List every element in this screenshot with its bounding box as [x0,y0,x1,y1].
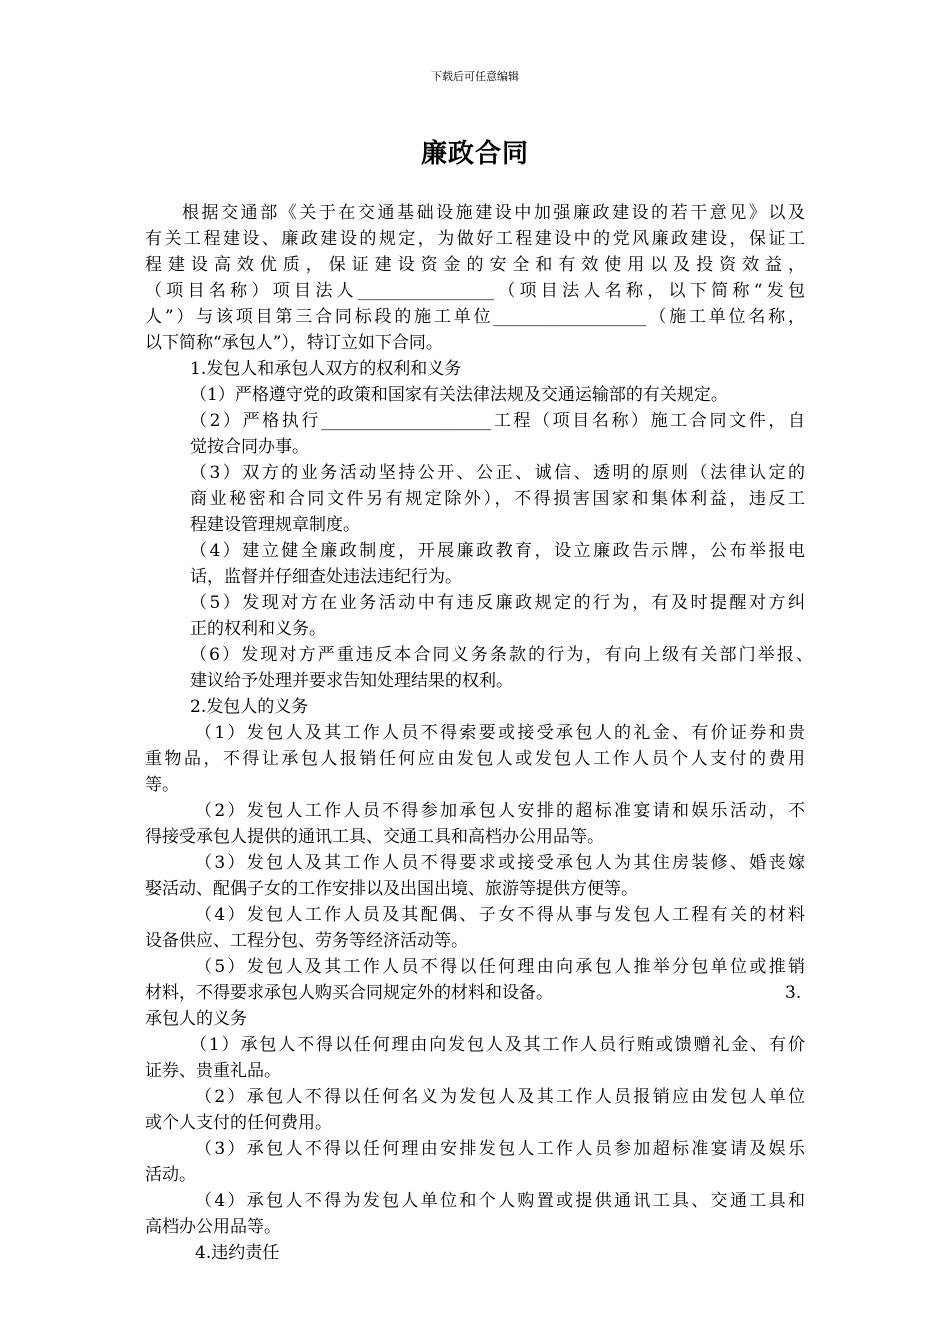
section-number: 3. [785,983,802,1003]
clause-line: （6）发现对方严重违反本合同义务条款的行为，有向上级有关部门举报、 [190,645,813,665]
clause-line: （5）发现对方在业务活动中有违反廉政规定的行为，有及时提醒对方纠 [190,593,805,613]
paragraph-line: 有关工程建设、廉政建设的规定，为做好工程建设中的党风廉政建设，保证工 [145,229,805,249]
clause-line: （1）承包人不得以任何理由向发包人及其工作人员行贿或馈赠礼金、有价 [190,1035,805,1055]
clause-line: （3）双方的业务活动坚持公开、公正、诚信、透明的原则（法律认定的 [190,463,805,483]
clause-line: 商业秘密和合同文件另有规定除外），不得损害国家和集体利益，违反工 [190,489,805,509]
clause-line: 活动。 [145,1165,196,1185]
clause-line: 得接受承包人提供的通讯工具、交通工具和高档办公用品等。 [145,827,604,847]
clause-line: （4）建立健全廉政制度，开展廉政教育，设立廉政告示牌，公布举报电 [190,541,805,561]
paragraph-line: 以下简称“承包人”），特订立如下合同。 [145,333,443,353]
clause-line: 等。 [145,775,179,795]
clause-line: （3）承包人不得以任何理由安排发包人工作人员参加超标准宴请及娱乐 [195,1139,805,1159]
clause-line: （2）发包人工作人员不得参加承包人安排的超标准宴请和娱乐活动，不 [195,801,805,821]
clause-line: 材料，不得要求承包人购买合同规定外的材料和设备。 [145,983,553,1003]
clause-line: （2）严格执行____________________工程（项目名称）施工合同文件，自 [190,411,805,431]
clause-line: 话，监督并仔细查处违法违纪行为。 [190,567,462,587]
clause-line: （4）承包人不得为发包人单位和个人购置或提供通讯工具、交通工具和 [195,1191,805,1211]
paragraph-line: 程建设高效优质，保证建设资金的安全和有效使用以及投资效益， [145,255,805,275]
clause-line: 建议给予处理并要求告知处理结果的权利。 [190,671,513,691]
header-note: 下载后可任意编辑 [431,70,519,83]
clause-line: （3）发包人及其工作人员不得要求或接受承包人为其住房装修、婚丧嫁 [195,853,805,873]
clause-line: （5）发包人及其工作人员不得以任何理由向承包人推举分包单位或推销 [195,957,805,977]
clause-line: 或个人支付的任何费用。 [145,1113,332,1133]
clause-line: （1）严格遵守党的政策和国家有关法律法规及交通运输部的有关规定。 [190,385,728,405]
paragraph-line: 人”）与该项目第三合同标段的施工单位__________________（施工单位名称， [145,307,805,327]
section-heading: 1.发包人和承包人双方的权利和义务 [190,359,462,379]
clause-line: （4）发包人工作人员及其配偶、子女不得从事与发包人工程有关的材料 [195,905,805,925]
clause-line: （2）承包人不得以任何名义为发包人及其工作人员报销应由发包人单位 [195,1087,805,1107]
paragraph-line: 根据交通部《关于在交通基础设施建设中加强廉政建设的若干意见》以及 [182,203,805,223]
clause-line: （1）发包人及其工作人员不得索要或接受承包人的礼金、有价证券和贵 [195,723,805,743]
section-heading: 承包人的义务 [145,1009,247,1029]
clause-line: 觉按合同办事。 [190,437,309,457]
paragraph-line: （项目名称）项目法人________________（项目法人名称，以下简称“发包 [145,281,805,301]
clause-line: 娶活动、配偶子女的工作安排以及出国出境、旅游等提供方便等。 [145,879,638,899]
clause-line: 正的权利和义务。 [190,619,326,639]
clause-line: 高档办公用品等。 [145,1217,281,1237]
clause-line: 证券、贵重礼品。 [145,1061,281,1081]
clause-line: 程建设管理规章制度。 [190,515,360,535]
section-heading: 2.发包人的义务 [190,697,309,717]
clause-line: 设备供应、工程分包、劳务等经济活动等。 [145,931,468,951]
document-title: 廉政合同 [420,139,529,169]
section-heading: 4.违约责任 [195,1243,280,1263]
clause-line: 重物品，不得让承包人报销任何应由发包人或发包人工作人员个人支付的费用 [145,749,805,769]
